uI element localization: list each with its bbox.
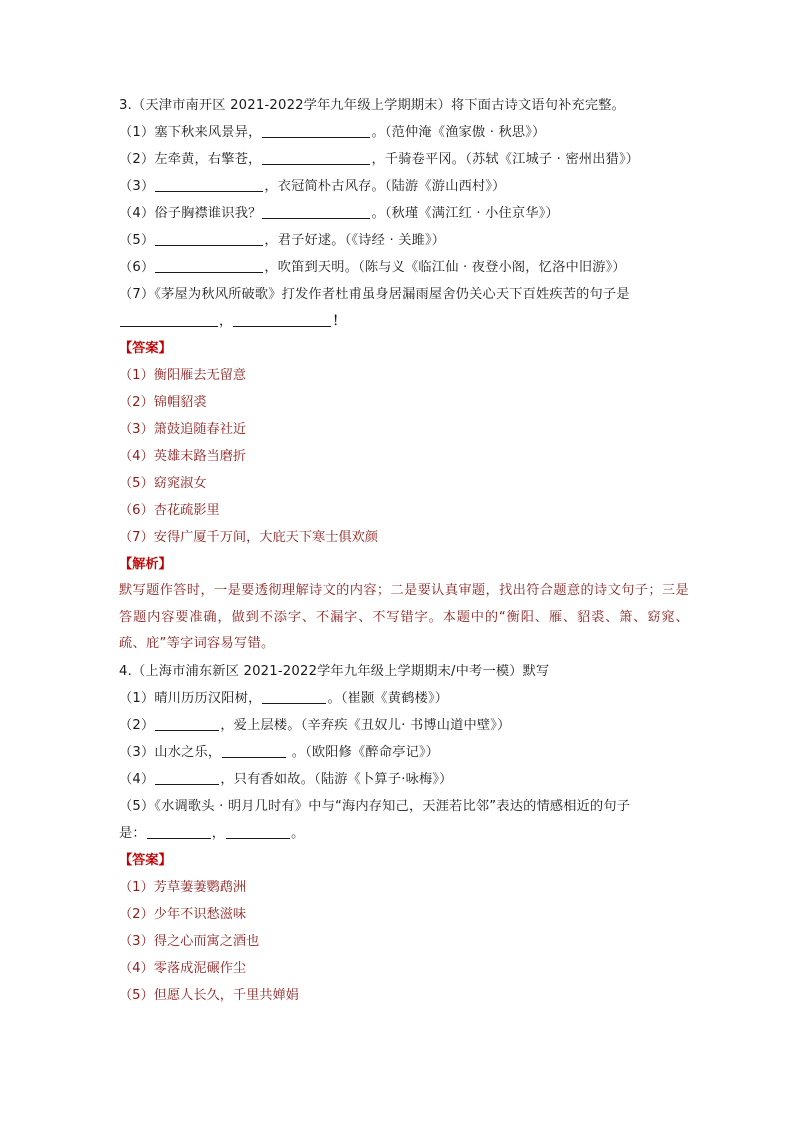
q4-item-5-blank-1: [147, 824, 211, 839]
q3-answer-3: （3）箫鼓追随春社近: [119, 422, 247, 437]
q3-answer-1: （1）衡阳雁去无留意: [119, 368, 247, 383]
q4-item-5-blanks: [119, 820, 689, 847]
q4-item-5-sep: ，: [211, 825, 226, 841]
q4-answer-5: （5）但愿人长久，千里共婵娟: [119, 987, 299, 1003]
q4-item-5: （5）《水调歌头 · 明月几时有》中与“海内存知己，天涯若比邻”表达的情感相近的句子: [119, 798, 631, 814]
q3-item-7-blanks: [119, 308, 689, 335]
q4-item-4-pre: （4）: [119, 771, 155, 787]
q3-item-6-post: ，吹笛到天明。（陈与义《临江仙 · 夜登小阁，忆洛中旧游》）: [264, 260, 626, 275]
q3-analysis-tag: 【解析】: [119, 557, 172, 572]
q3-item-7-end: ！: [332, 314, 346, 329]
q3-answer-4: （4）英雄末路当磨折: [119, 449, 247, 464]
q4-item-4-blank: [155, 770, 219, 785]
q3-item-7: （7）《茅屋为秋风所破歌》打发作者杜甫虽身居漏雨屋舍仍关心天下百姓疾苦的句子是: [119, 287, 630, 302]
q4-item-3-post: 。（欧阳修《醉命亭记》）: [287, 744, 440, 760]
q3-item-4: [119, 200, 689, 227]
q3-item-3: [119, 173, 689, 200]
q3-item-3-post: ，衣冠简朴古风存。（陆游《游山西村》）: [264, 179, 506, 194]
q3-item-7-blank-2: [233, 312, 331, 327]
q3-answer-5: （5）窈窕淑女: [119, 476, 207, 491]
q3-item-7-sep: ，: [219, 314, 233, 329]
q3-item-5: [119, 227, 689, 254]
q3-item-6: [119, 254, 689, 281]
q3-item-4-blank: [262, 204, 370, 219]
q4-answer-4: （4）零落成泥碾作尘: [119, 960, 247, 976]
q3-title: 3.（天津市南开区 2021-2022学年九年级上学期期末）将下面古诗文语句补充完整。: [119, 98, 626, 113]
q3-answer-2: （2）锦帽貂裘: [119, 395, 207, 410]
q4-item-2: [119, 712, 689, 739]
q3-item-1-post: 。（范仲淹《渔家傲 · 秋思》）: [371, 125, 546, 140]
q4-item-2-blank: [155, 716, 219, 731]
q4-answer-tag: 【答案】: [119, 852, 172, 868]
q3-item-3-pre: （3）: [119, 179, 155, 194]
q3-item-7-blank-1: [120, 312, 218, 327]
q3-item-6-blank: [155, 258, 263, 273]
q4-item-5-cont: 是：: [119, 825, 146, 841]
q3-item-5-blank: [155, 231, 263, 246]
q4-item-1-blank: [262, 689, 326, 704]
q4-title: 4.（上海市浦东新区 2021-2022学年九年级上学期期末/中考一模）默写: [119, 663, 550, 679]
document-page: [119, 92, 689, 1009]
q3-answer-tag: 【答案】: [119, 341, 172, 356]
q3-item-1: [119, 119, 689, 146]
q3-item-1-pre: （1）塞下秋来风景异，: [119, 125, 262, 140]
q4-item-1-pre: （1）晴川历历汉阳树，: [119, 690, 262, 706]
q3-item-2-post: ，千骑卷平冈。（苏轼《江城子 · 密州出猎》）: [371, 152, 640, 167]
q3-answer-7: （7）安得广厦千万间，大庇天下寒士俱欢颜: [119, 530, 378, 545]
q4-answer-2: （2）少年不识愁滋味: [119, 906, 247, 922]
q3-item-4-post: 。（秋瑾《满江红 · 小住京华》）: [371, 206, 559, 221]
q4-item-4-post: ，只有香如故。（陆游《卜算子·咏梅》）: [220, 771, 453, 787]
q3-item-6-pre: （6）: [119, 260, 155, 275]
q4-item-2-post: ，爱上层楼。（辛弃疾《丑奴儿· 书博山道中壁》）: [220, 717, 511, 733]
q4-item-3-pre: （3）山水之乐，: [119, 744, 222, 760]
q4-item-5-end: 。: [291, 825, 305, 841]
q3-item-5-pre: （5）: [119, 233, 155, 248]
q3-item-5-post: ，君子好逑。（《诗经 · 关雎》）: [264, 233, 446, 248]
q4-item-1: [119, 685, 689, 712]
q3-item-4-pre: （4）俗子胸襟谁识我？: [119, 206, 262, 221]
q3-item-2-blank: [262, 150, 370, 165]
q3-item-1-blank: [262, 123, 370, 138]
q3-item-3-blank: [155, 177, 263, 192]
q4-item-4: [119, 766, 689, 793]
q4-answer-3: （3）得之心而寓之酒也: [119, 933, 260, 949]
q4-answer-1: （1）芳草萋萋鹦鹉洲: [119, 879, 247, 895]
q3-item-2-pre: （2）左牵黄，右擎苍，: [119, 152, 262, 167]
q3-answer-6: （6）杏花疏影里: [119, 503, 220, 518]
q3-item-2: [119, 146, 689, 173]
q4-item-1-post: 。（崔颢《黄鹤楼》）: [327, 690, 449, 706]
q4-item-3: [119, 739, 689, 766]
q4-item-2-pre: （2）: [119, 717, 155, 733]
q3-analysis: 默写题作答时，一是要透彻理解诗文的内容；二是要认真审题，找出符合题意的诗文句子；三是答题内容要准确，做到不添字、不漏字、不写错字。本题中的“衡阳、雁、貂裘、箫、窈窕、疏、庇”等字词容易写错。: [119, 583, 689, 651]
q4-item-3-blank: [222, 743, 286, 758]
q4-item-5-blank-2: [226, 824, 290, 839]
